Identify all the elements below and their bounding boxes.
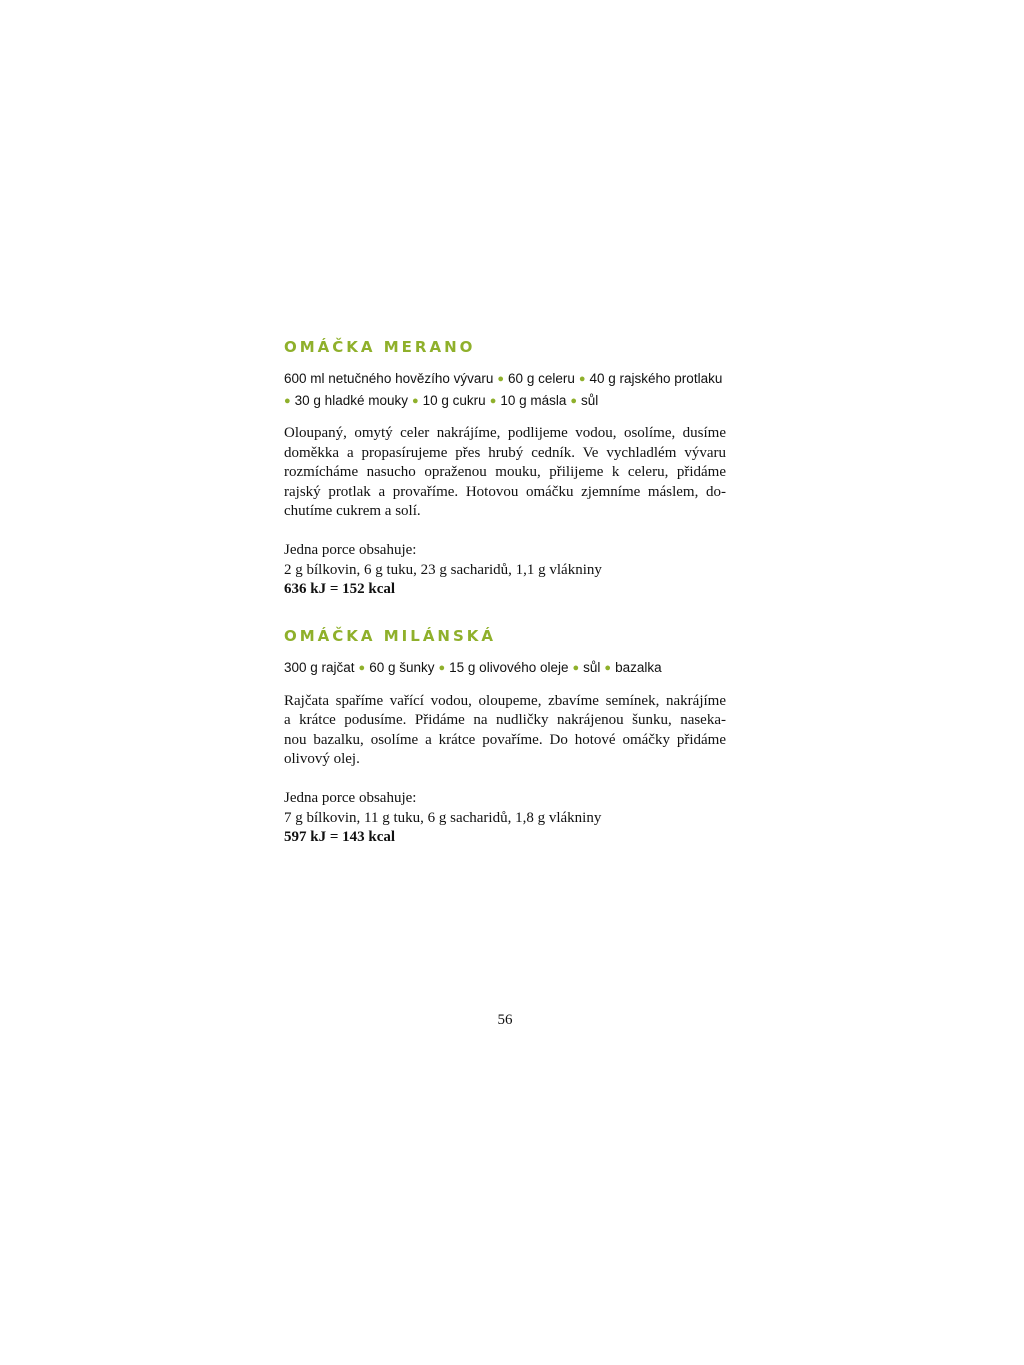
energy-value: 636 kJ = 152 kcal	[284, 581, 396, 597]
bullet-icon: ●	[411, 394, 419, 407]
ingredient: bazalka	[615, 660, 662, 675]
bullet-icon: ●	[570, 394, 578, 407]
bullet-icon: ●	[497, 373, 505, 385]
ingredient-line	[284, 369, 726, 391]
bullet-icon: ●	[489, 394, 497, 407]
ingredient: 40 g rajského protlaku	[589, 371, 723, 386]
method-text	[284, 424, 726, 522]
nutrition-values: 7 g bílkovin, 11 g tuku, 6 g sacharidů, 1,8 g vlákniny	[284, 809, 602, 826]
ingredient: 15 g olivového oleje	[449, 660, 569, 675]
energy-value: 597 kJ = 143 kcal	[284, 829, 396, 845]
bullet-icon: ●	[604, 662, 612, 674]
ingredient-line	[284, 658, 726, 680]
method-line: chutíme cukrem a solí.	[284, 503, 421, 519]
nutrition-heading: Jedna porce obsahuje:	[284, 542, 417, 558]
page-number: 56	[497, 1012, 513, 1028]
ingredient: 10 g cukru	[422, 392, 486, 408]
ingredient-list	[284, 369, 726, 412]
nutrition-info	[284, 789, 726, 848]
recipe-merano	[284, 336, 726, 600]
ingredient: 10 g másla	[500, 392, 567, 408]
bullet-icon: ●	[284, 394, 291, 407]
ingredient: sůl	[583, 660, 601, 675]
ingredient-list	[284, 658, 726, 680]
recipe-title: OMÁČKA MERANO	[284, 338, 476, 356]
method-line: Oloupaný, omytý celer nakrájíme, podlijeme vodou, osolíme, dusíme	[284, 425, 726, 441]
nutrition-values: 2 g bílkovin, 6 g tuku, 23 g sacharidů, 1,1 g vlákniny	[284, 561, 602, 578]
method-line: rajský protlak a provaříme. Hotovou omáčku zjemníme máslem, do-	[284, 483, 726, 500]
nutrition-info	[284, 541, 726, 600]
bullet-icon: ●	[358, 662, 366, 674]
ingredient: sůl	[581, 392, 599, 408]
nutrition-heading: Jedna porce obsahuje:	[284, 790, 417, 806]
method-line: olivový olej.	[284, 751, 360, 767]
bullet-icon: ●	[572, 662, 580, 674]
recipe-title: OMÁČKA MILÁNSKÁ	[284, 627, 497, 645]
method-line: rozmícháme nasucho opraženou mouku, přilijeme k celeru, přidáme	[284, 464, 726, 480]
method-line: a krátce podusíme. Přidáme na nudličky nakrájenou šunku, naseka-	[284, 712, 726, 728]
recipe-milanska	[284, 625, 726, 848]
ingredient: 60 g celeru	[508, 371, 575, 386]
ingredient: 30 g hladké mouky	[294, 392, 408, 408]
bullet-icon: ●	[578, 373, 586, 385]
method-text	[284, 692, 726, 770]
method-line: Rajčata spaříme vařící vodou, oloupeme, zbavíme semínek, nakrájíme	[284, 692, 726, 709]
ingredient: 600 ml netučného hovězího vývaru	[284, 371, 494, 386]
method-line: nou bazalku, osolíme a krátce povaříme. Do hotové omáčky přidáme	[284, 731, 726, 748]
method-line: doměkka a propasírujeme přes hrubý cedník. Ve vychladlém vývaru	[284, 444, 726, 461]
bullet-icon: ●	[438, 662, 446, 674]
ingredient-line	[284, 391, 726, 413]
ingredient: 300 g rajčat	[284, 660, 355, 675]
ingredient: 60 g šunky	[369, 660, 435, 675]
